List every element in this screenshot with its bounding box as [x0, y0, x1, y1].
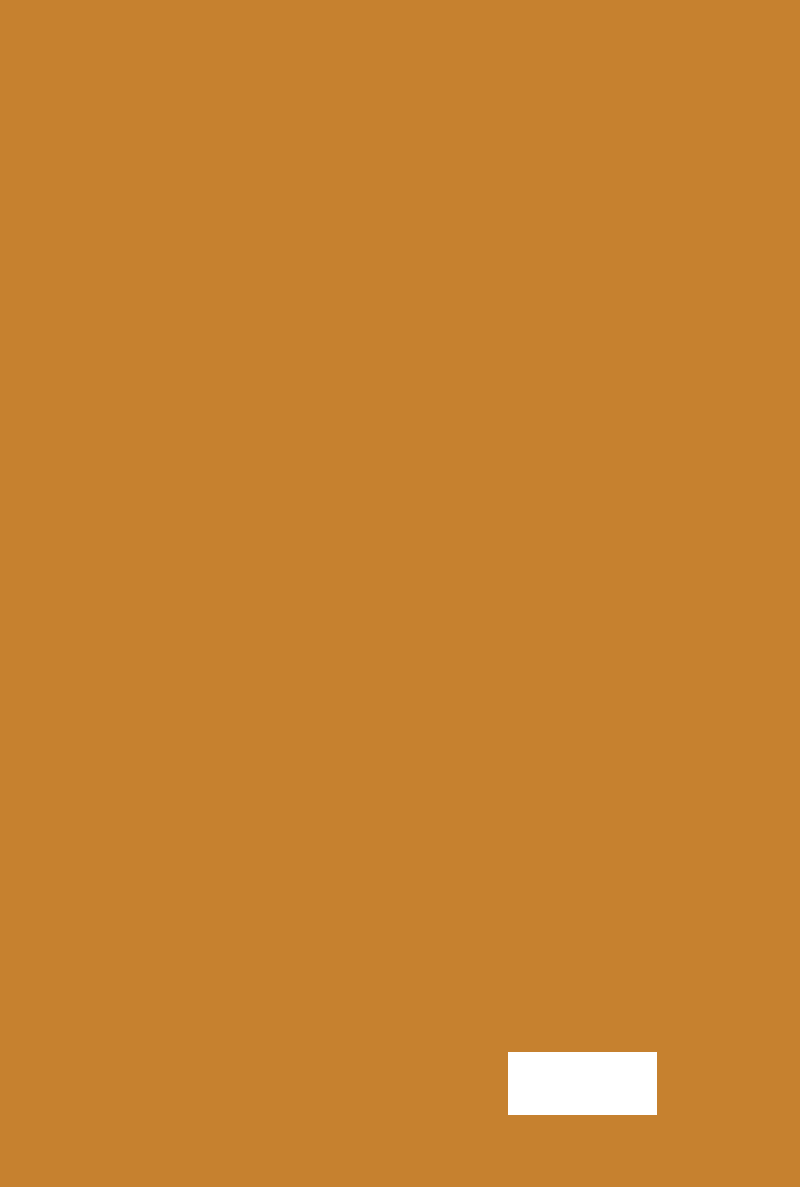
barcode: [508, 1052, 657, 1115]
ean13-barcode-graphic: [508, 1052, 657, 1115]
publisher-logo: [0, 48, 800, 50]
